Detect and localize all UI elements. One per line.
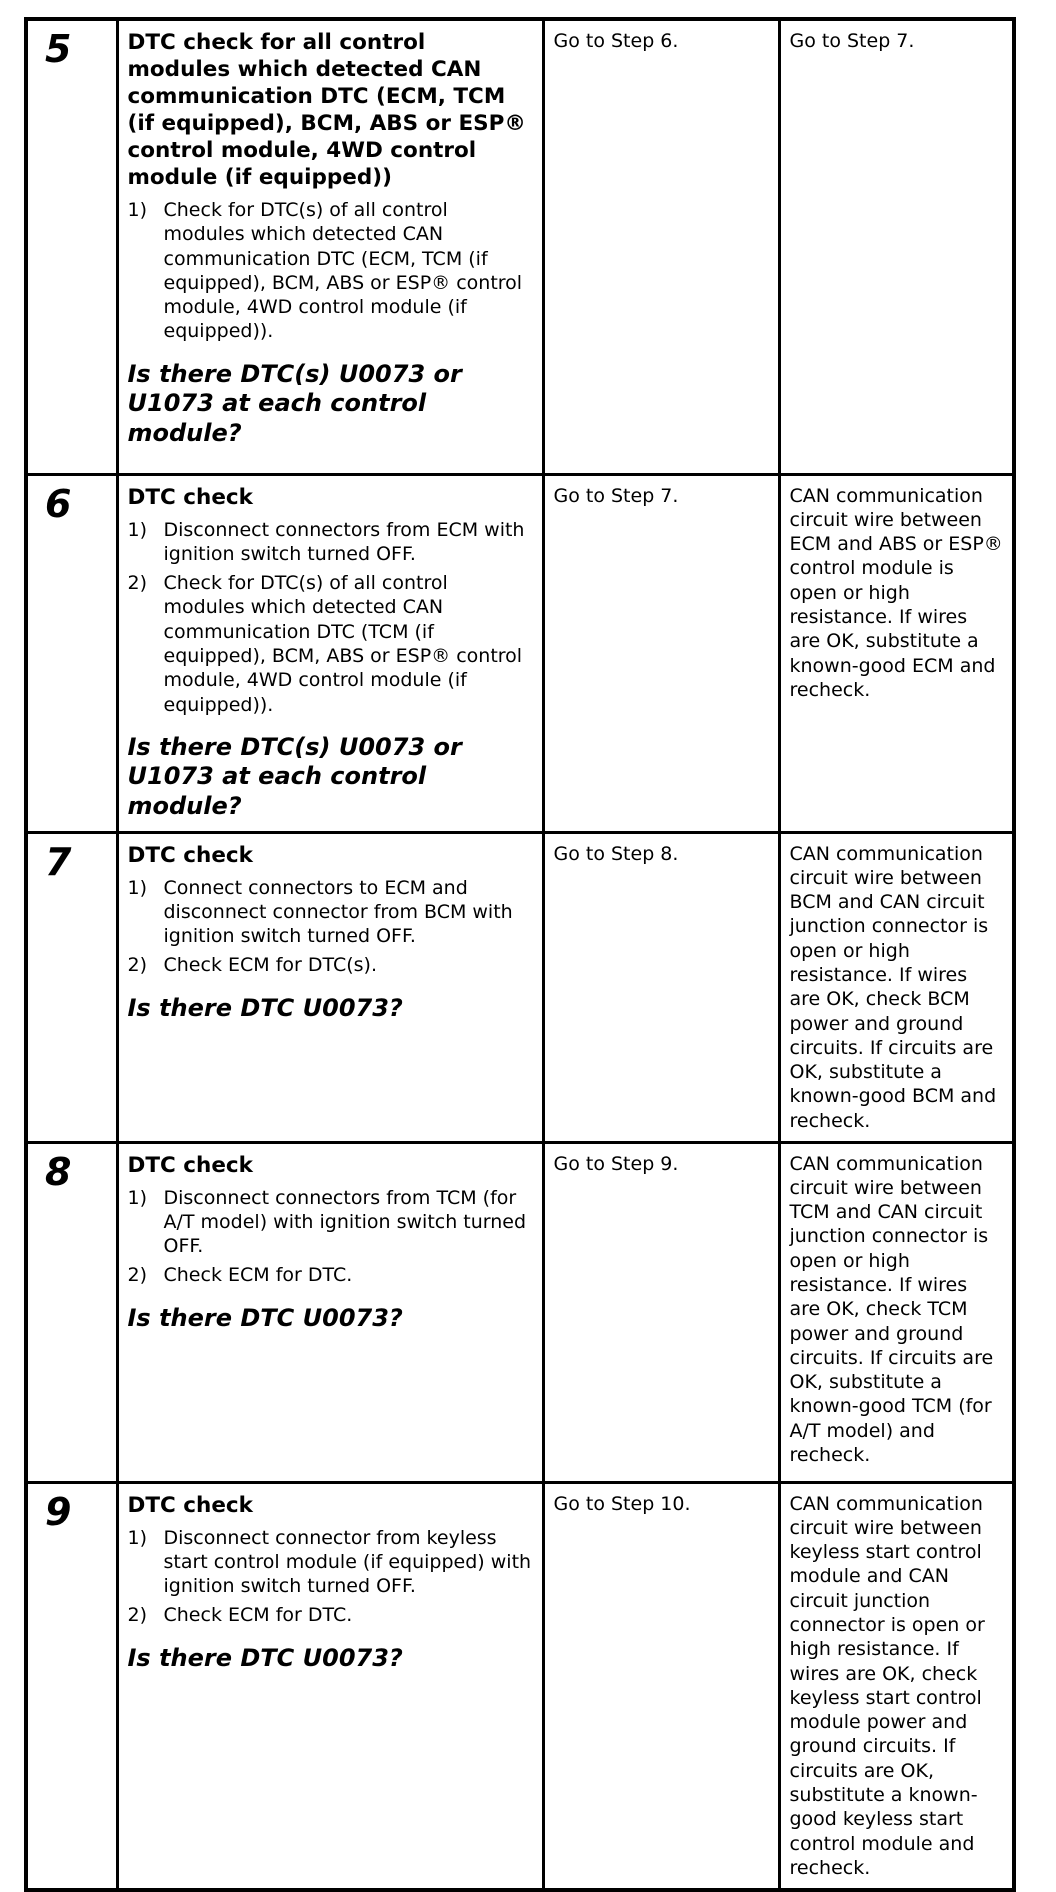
- yes-result: Go to Step 8.: [553, 842, 679, 865]
- yes-result: Go to Step 6.: [553, 30, 679, 52]
- step-title: DTC check: [127, 1152, 253, 1178]
- step-question: Is there DTC(s) U0073 or U1073 at each control module?: [127, 359, 462, 447]
- procedure-text: Disconnect connector from keyless start control module (if equipped) with ignition switch turned OFF.: [163, 1526, 532, 1598]
- procedure-list: [128, 1186, 533, 1288]
- yes-cell: [543, 474, 779, 832]
- troubleshooting-table: [24, 17, 1016, 1892]
- yes-result: Go to Step 10.: [553, 1492, 691, 1515]
- step-row-9: [26, 1482, 1014, 1890]
- yes-cell: [543, 1142, 779, 1482]
- step-number: 6: [45, 481, 72, 526]
- step-title: DTC check: [127, 842, 253, 868]
- step-number-cell: [26, 1142, 117, 1482]
- procedure-item: [128, 198, 533, 344]
- procedure-marker: 2): [127, 1604, 148, 1627]
- procedure-text: Connect connectors to ECM and disconnect connector from BCM with ignition switch turned OFF.: [163, 876, 513, 948]
- step-number-cell: [26, 19, 117, 474]
- no-result: Go to Step 7.: [789, 30, 915, 52]
- procedure-item: [128, 571, 533, 717]
- step-number: 5: [45, 27, 72, 71]
- procedure-marker: 1): [127, 518, 148, 541]
- no-result: CAN communication circuit wire between ECM and ABS or ESP® control module is open or high resistance. If wires are OK, substitute a known-good ECM and recheck.: [789, 484, 1003, 701]
- procedure-marker: 1): [127, 1526, 148, 1549]
- procedure-text: Check ECM for DTC.: [163, 1604, 353, 1627]
- step-question: Is there DTC U0073?: [127, 1643, 403, 1672]
- procedure-marker: 2): [127, 1264, 148, 1287]
- procedure-marker: 1): [127, 876, 148, 899]
- procedure-list: [128, 198, 533, 344]
- yes-cell: [543, 832, 779, 1142]
- step-row-8: [26, 1142, 1014, 1482]
- yes-result: Go to Step 9.: [553, 1152, 679, 1175]
- step-question: Is there DTC(s) U0073 or U1073 at each control module?: [127, 732, 462, 820]
- yes-cell: [543, 1482, 779, 1890]
- step-number-cell: [26, 832, 117, 1142]
- step-number-cell: [26, 1482, 117, 1890]
- procedure-text: Disconnect connectors from TCM (for A/T model) with ignition switch turned OFF.: [163, 1186, 527, 1258]
- action-cell: [117, 1142, 543, 1482]
- step-title: DTC check: [127, 1492, 253, 1518]
- no-cell: [779, 474, 1014, 832]
- action-cell: [117, 19, 543, 474]
- procedure-item: [128, 518, 533, 567]
- procedure-marker: 1): [127, 199, 148, 221]
- no-result: CAN communication circuit wire between TCM and CAN circuit junction connector is open or high resistance. If wires are OK, check TCM power and ground circuits. If circuits are OK, substitute a known-good TCM (for A/T model) and recheck.: [789, 1152, 994, 1467]
- procedure-text: Check ECM for DTC(s).: [163, 954, 378, 977]
- no-cell: [779, 1482, 1014, 1890]
- step-title: DTC check for all control modules which detected CAN communication DTC (ECM, TCM (if equipped), BCM, ABS or ESP® control module, 4WD control module (if equipped)): [127, 30, 526, 190]
- procedure-list: [128, 876, 533, 978]
- procedure-marker: 2): [127, 954, 148, 977]
- step-number: 8: [45, 1149, 72, 1194]
- procedure-list: [128, 1526, 533, 1628]
- procedure-marker: 1): [127, 1186, 148, 1209]
- procedure-item: [128, 953, 533, 977]
- procedure-text: Check ECM for DTC.: [163, 1264, 353, 1287]
- no-result: CAN communication circuit wire between BCM and CAN circuit junction connector is open or high resistance. If wires are OK, check BCM power and ground circuits. If circuits are OK, substitute a known-good BCM and recheck.: [789, 842, 997, 1132]
- step-question: Is there DTC U0073?: [127, 1303, 403, 1332]
- step-row-5: [26, 19, 1014, 474]
- procedure-item: [128, 1603, 533, 1627]
- step-question: Is there DTC U0073?: [127, 993, 403, 1022]
- no-result: CAN communication circuit wire between keyless start control module and CAN circuit junction connector is open or high resistance. If wires are OK, check keyless start control module power and ground circuits. If circuits are OK, substitute a known-good keyless start control module and recheck.: [789, 1492, 985, 1879]
- no-cell: [779, 1142, 1014, 1482]
- action-cell: [117, 832, 543, 1142]
- procedure-list: [128, 518, 533, 717]
- procedure-text: Check for DTC(s) of all control modules which detected CAN communication DTC (TCM (if equipped), BCM, ABS or ESP® control module, 4WD control module (if equipped)).: [163, 572, 523, 716]
- procedure-item: [128, 1526, 533, 1599]
- procedure-marker: 2): [127, 572, 148, 595]
- step-row-7: [26, 832, 1014, 1142]
- step-row-6: [26, 474, 1014, 832]
- action-cell: [117, 474, 543, 832]
- procedure-text: Check for DTC(s) of all control modules which detected CAN communication DTC (ECM, TCM (if equipped), BCM, ABS or ESP® control module, 4WD control module (if equipped)).: [163, 199, 523, 343]
- step-number: 7: [45, 839, 72, 884]
- yes-result: Go to Step 7.: [553, 484, 679, 507]
- yes-cell: [543, 19, 779, 474]
- step-number: 9: [45, 1489, 72, 1534]
- procedure-text: Disconnect connectors from ECM with ignition switch turned OFF.: [163, 518, 525, 565]
- procedure-item: [128, 876, 533, 949]
- no-cell: [779, 832, 1014, 1142]
- action-cell: [117, 1482, 543, 1890]
- step-title: DTC check: [127, 484, 253, 510]
- step-number-cell: [26, 474, 117, 832]
- no-cell: [779, 19, 1014, 474]
- procedure-item: [128, 1263, 533, 1287]
- procedure-item: [128, 1186, 533, 1259]
